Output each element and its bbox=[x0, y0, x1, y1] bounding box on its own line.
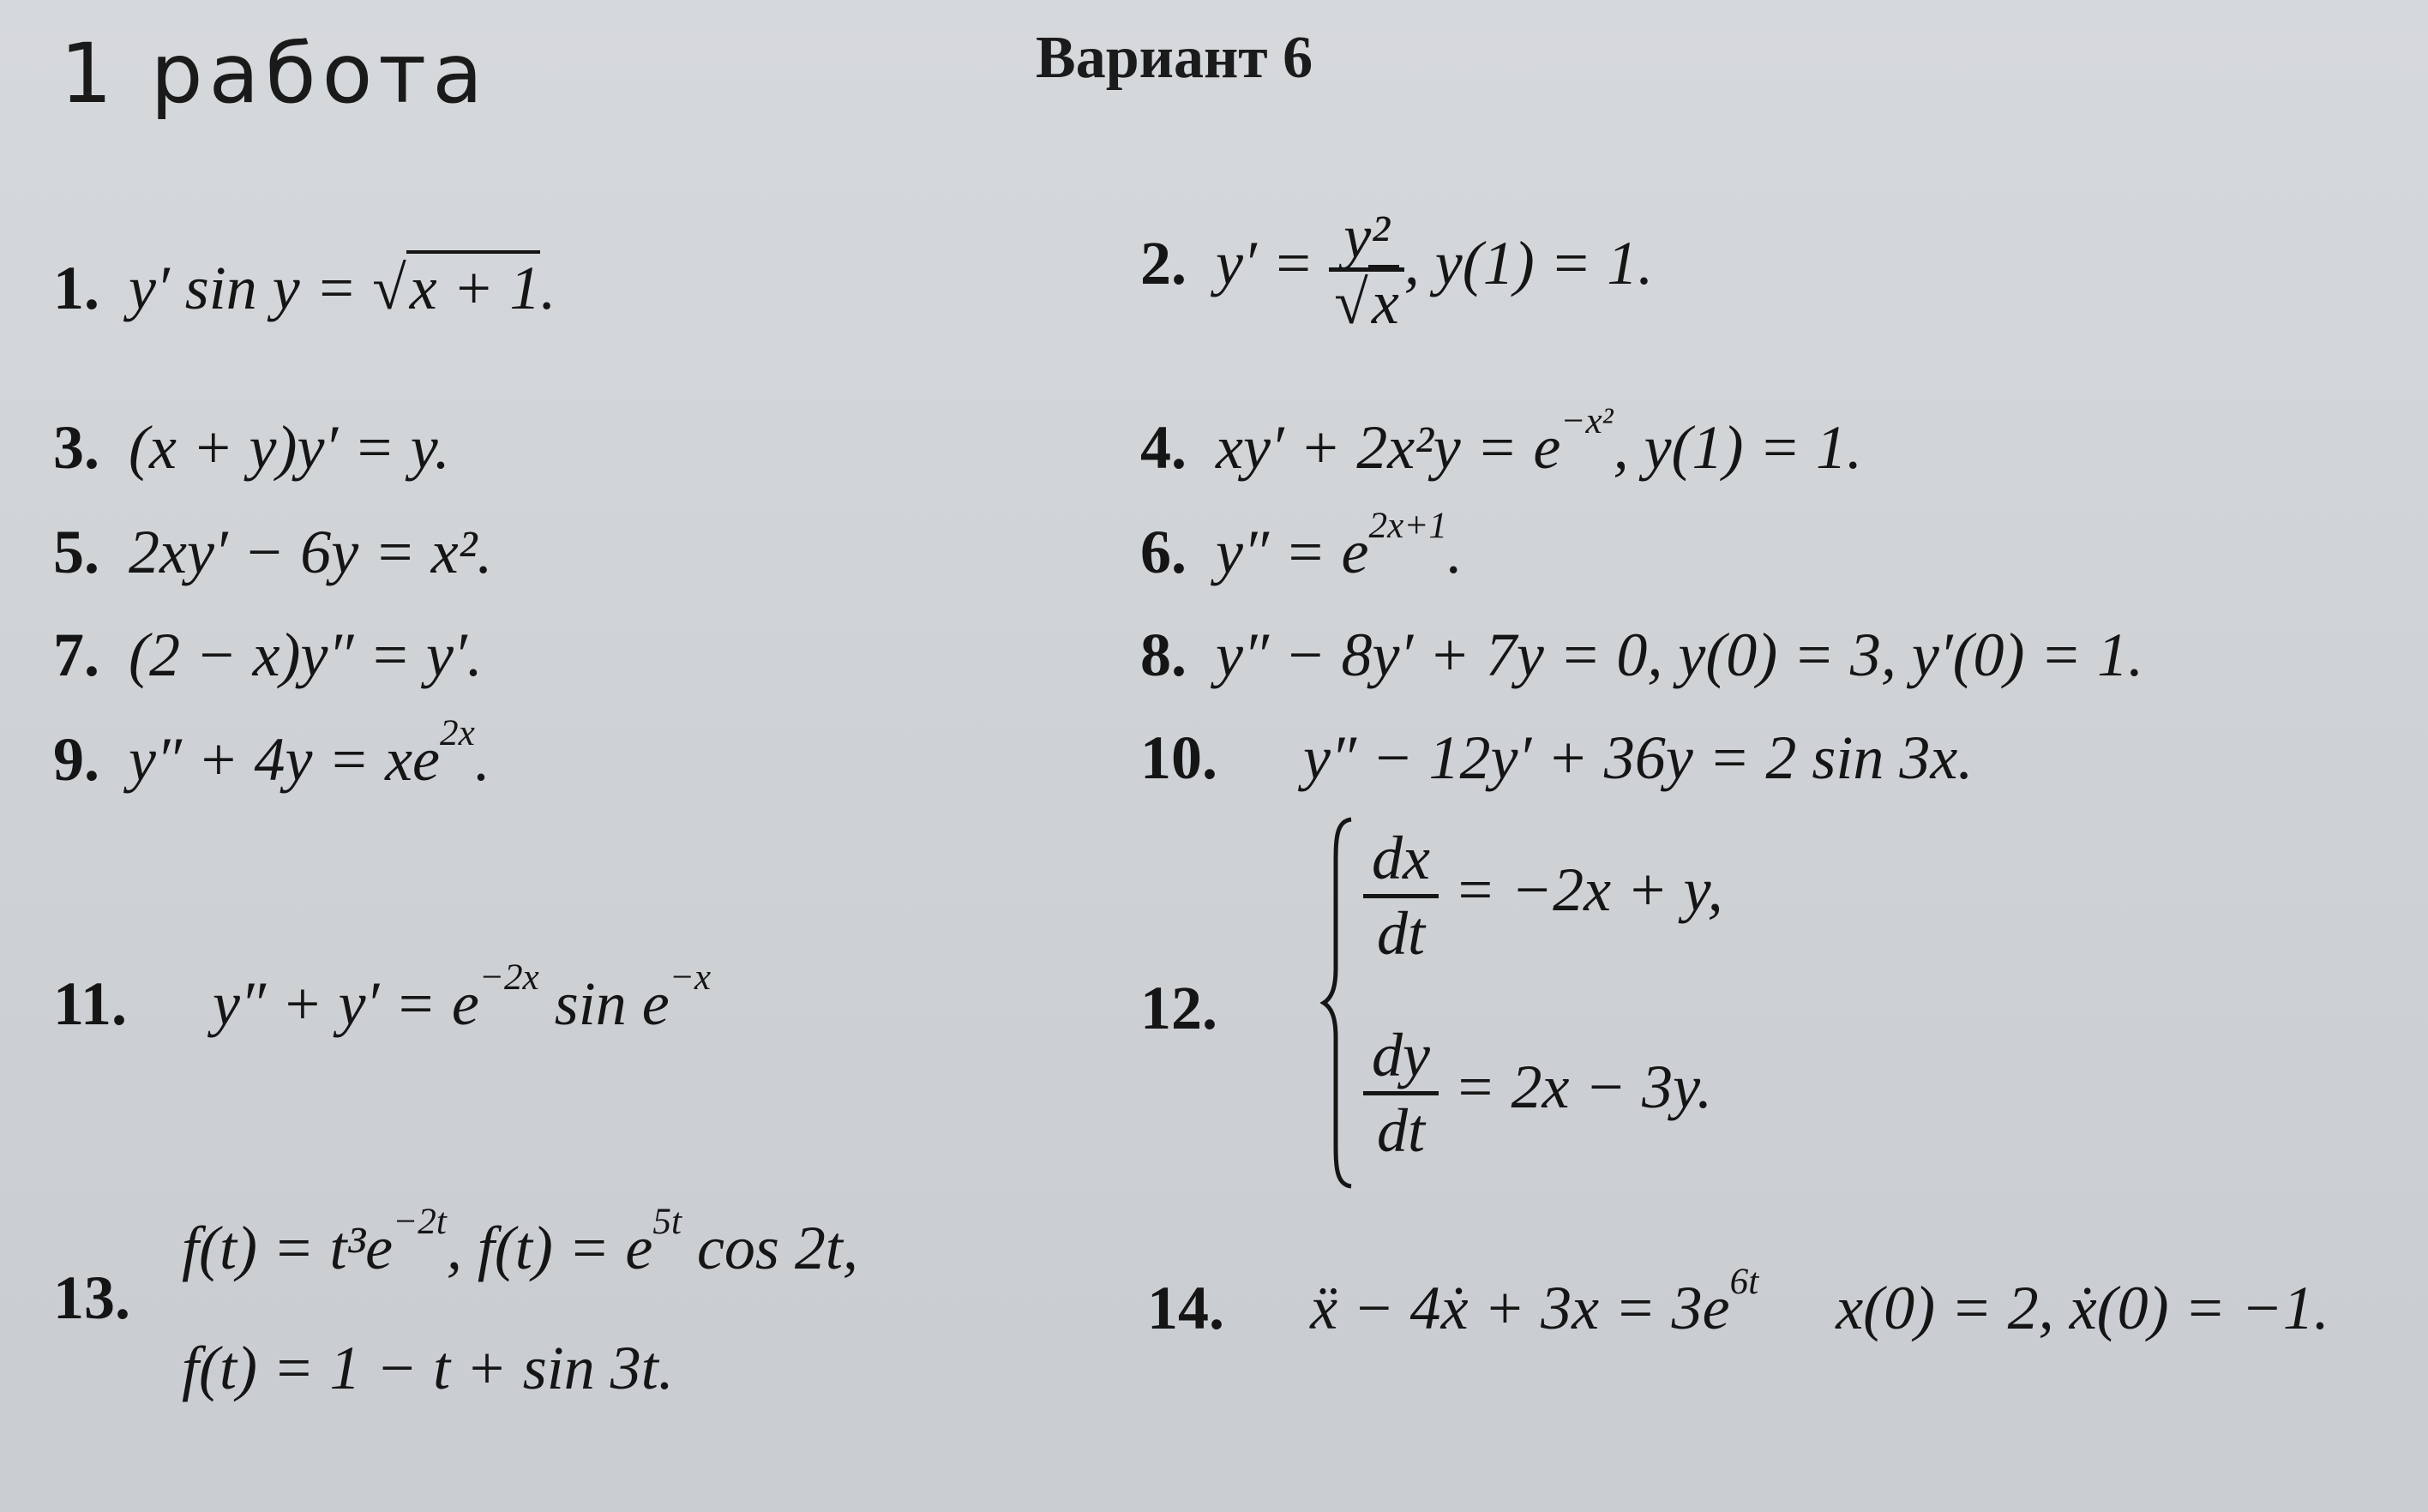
problem-3 bbox=[53, 413, 450, 482]
problem-4 bbox=[1140, 400, 1863, 482]
problem-6 bbox=[1140, 505, 1463, 586]
problem-number: 14. bbox=[1147, 1274, 1224, 1342]
problem-12-number: 12. bbox=[1140, 974, 1217, 1042]
problem-10 bbox=[1140, 723, 1974, 792]
problem-number: 7. bbox=[53, 621, 99, 689]
fraction bbox=[1329, 202, 1403, 337]
problem-7 bbox=[53, 621, 483, 689]
problem-12-system bbox=[1320, 814, 1783, 1191]
equation-text: y″ = e bbox=[1216, 518, 1369, 586]
problem-number: 4. bbox=[1140, 413, 1187, 482]
problem-11 bbox=[53, 957, 712, 1038]
equation-text: f(t) = t³e bbox=[182, 1214, 394, 1282]
problem-number: 1. bbox=[53, 254, 99, 322]
equation-text: y′ sin y = bbox=[129, 254, 373, 322]
fraction-denominator: dt bbox=[1363, 894, 1439, 969]
system-row-2 bbox=[1363, 1020, 1712, 1167]
problem-9 bbox=[53, 712, 490, 794]
handwritten-title: 1 работа bbox=[60, 26, 490, 122]
equation-end: . bbox=[1447, 518, 1463, 586]
exponent: −2x bbox=[478, 957, 539, 998]
system-row-1 bbox=[1363, 823, 1723, 969]
exponent: 6t bbox=[1729, 1261, 1759, 1302]
sqrt-sign: √ bbox=[1334, 268, 1368, 337]
fraction-numerator: dx bbox=[1372, 824, 1430, 892]
initial-conditions: x(0) = 2, ẋ(0) = −1. bbox=[1758, 1274, 2329, 1342]
sqrt-sign: √ bbox=[372, 254, 406, 322]
equation-text-2: , f(t) = e bbox=[446, 1214, 653, 1282]
fraction-denominator: dt bbox=[1363, 1091, 1439, 1167]
radicand: x + 1 bbox=[406, 250, 541, 322]
equation-text-2: sin e bbox=[538, 969, 670, 1038]
row-rhs: = −2x + y, bbox=[1438, 855, 1723, 925]
fraction-denominator bbox=[1329, 267, 1403, 337]
problem-13-line-2 bbox=[182, 1334, 674, 1402]
exponent: 2x bbox=[440, 712, 475, 753]
exponent-2: −x bbox=[669, 957, 712, 998]
equation-lhs: y′ = bbox=[1216, 229, 1330, 298]
equation-end: . bbox=[474, 725, 490, 794]
problem-2 bbox=[1140, 202, 1654, 337]
fraction bbox=[1363, 823, 1439, 969]
problem-number: 9. bbox=[53, 725, 99, 794]
equation-end: . bbox=[540, 254, 556, 322]
equation-text: (2 − x)y″ = y′. bbox=[129, 621, 483, 689]
problem-5 bbox=[53, 518, 493, 586]
equation-text: ẍ − 4ẋ + 3x = 3e bbox=[1310, 1274, 1730, 1342]
equation-text: y″ − 12y′ + 36y = 2 sin 3x. bbox=[1303, 723, 1974, 792]
exponent: −2t bbox=[393, 1201, 447, 1242]
problem-number: 10. bbox=[1140, 723, 1217, 792]
problem-number: 6. bbox=[1140, 518, 1187, 586]
problem-13-number-wrap bbox=[53, 1263, 159, 1332]
problem-number: 3. bbox=[53, 413, 99, 482]
exponent: 2x+1 bbox=[1368, 505, 1447, 546]
problem-number: 13. bbox=[53, 1263, 130, 1332]
radicand: x bbox=[1368, 265, 1399, 337]
fraction-numerator: y² bbox=[1343, 202, 1390, 271]
equation-text: xy′ + 2x²y = e bbox=[1216, 413, 1561, 482]
problem-13-line-1 bbox=[182, 1201, 858, 1282]
initial-condition: , y(1) = 1. bbox=[1403, 229, 1654, 298]
variant-heading: Вариант 6 bbox=[1036, 25, 1313, 91]
equation-text: y″ − 8y′ + 7y = 0, y(0) = 3, y′(0) = 1. bbox=[1216, 621, 2144, 689]
exponent-2: 5t bbox=[652, 1201, 682, 1242]
problem-number: 5. bbox=[53, 518, 99, 586]
equation-text-3: cos 2t, bbox=[681, 1214, 858, 1282]
exponent: −x² bbox=[1560, 400, 1614, 441]
equation-end: , y(1) = 1. bbox=[1613, 413, 1863, 482]
left-brace-icon bbox=[1320, 814, 1355, 1191]
problem-number: 11. bbox=[53, 969, 128, 1038]
problem-1 bbox=[53, 254, 556, 322]
problem-14 bbox=[1147, 1261, 2329, 1342]
equation-text: (x + y)y′ = y. bbox=[129, 413, 450, 482]
row-rhs: = 2x − 3y. bbox=[1438, 1053, 1713, 1122]
equation-text: y″ + 4y = xe bbox=[129, 725, 440, 794]
problem-number: 2. bbox=[1140, 229, 1187, 298]
fraction bbox=[1363, 1020, 1439, 1167]
equation-text: 2xy′ − 6y = x². bbox=[129, 518, 493, 586]
equation-text: y″ + y′ = e bbox=[213, 969, 479, 1038]
problem-number: 8. bbox=[1140, 621, 1187, 689]
fraction-numerator: dy bbox=[1372, 1021, 1430, 1089]
equation-text: f(t) = 1 − t + sin 3t. bbox=[182, 1334, 674, 1402]
problem-8 bbox=[1140, 621, 2144, 689]
